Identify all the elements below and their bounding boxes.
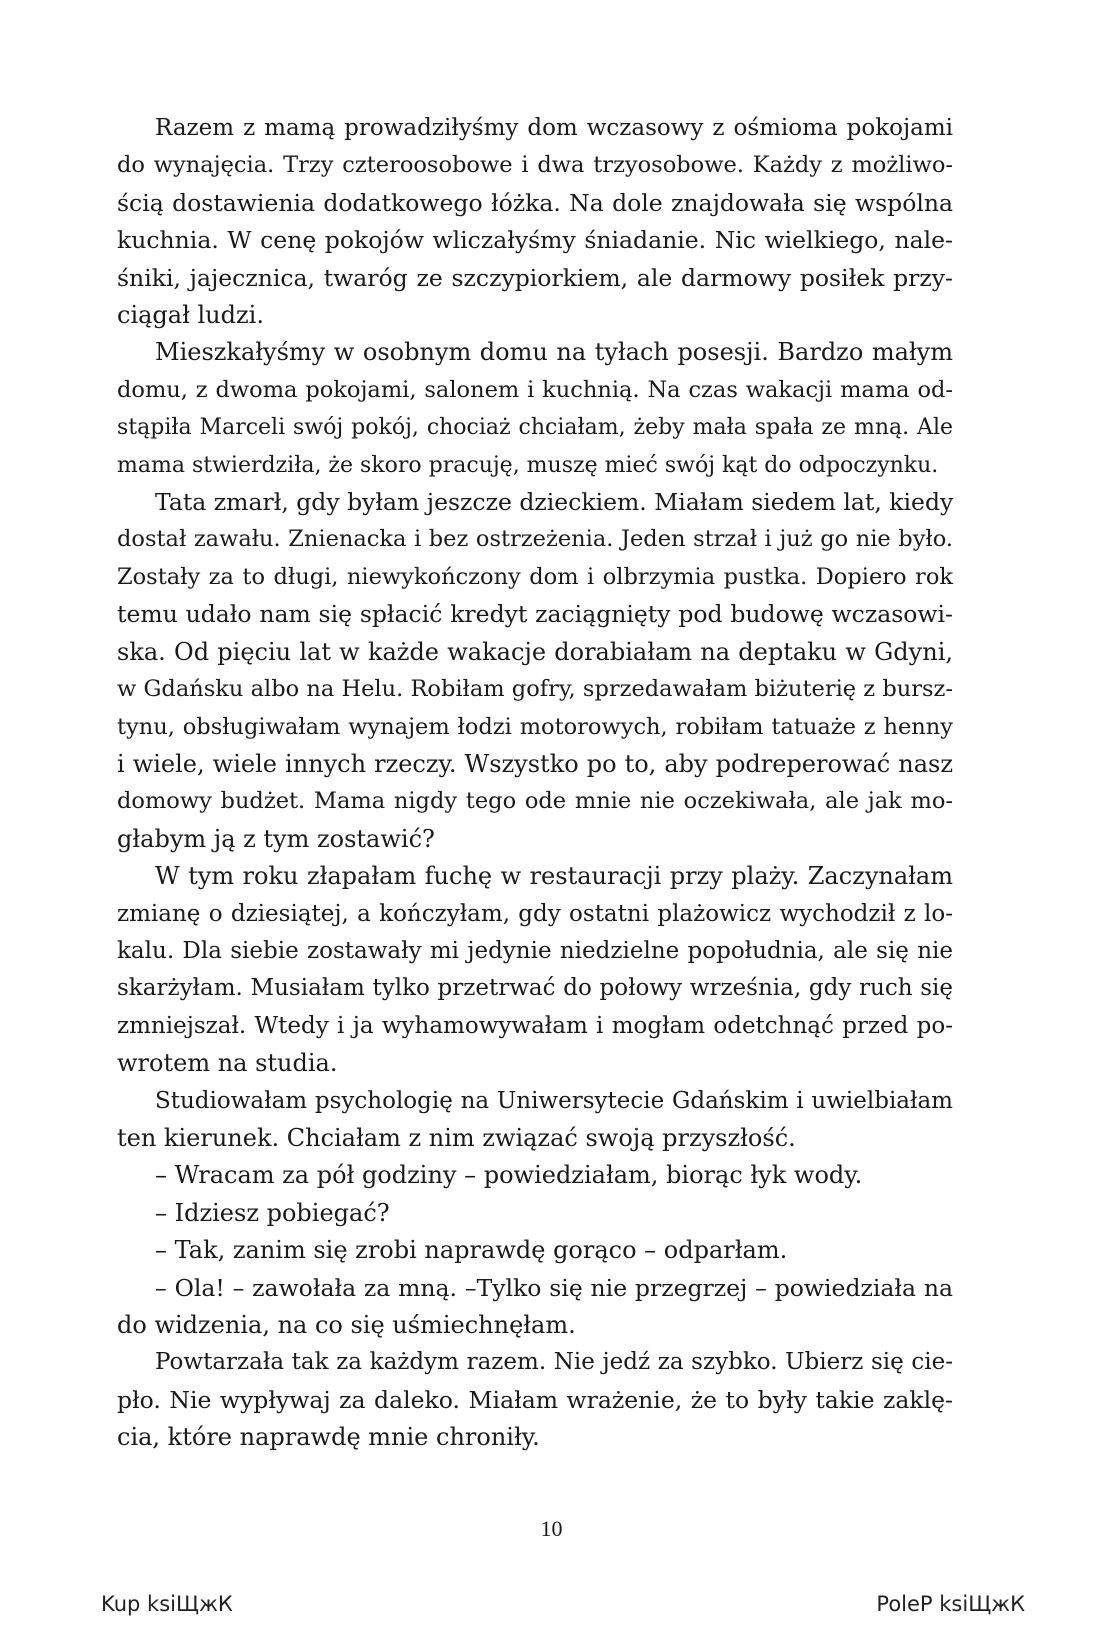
paragraph — [117, 484, 953, 858]
text-line: Mieszkałyśmy w osobnym domu na tyłach posesji. Bardzo małym — [155, 338, 953, 367]
page-number: 10 — [540, 1516, 563, 1541]
text-line: temu udało nam się spłacić kredyt zaciągnięty pod budowę wczasowi- — [117, 600, 953, 629]
text-line: kuchnia. W cenę pokojów wliczałyśmy śniadanie. Nic wielkiego, nale- — [117, 226, 953, 255]
text-line: – Wracam za pół godziny – powiedziałam, biorąc łyk wody. — [155, 1161, 863, 1190]
text-line: do wynajęcia. Trzy czteroosobowe i dwa trzyosobowe. Każdy z możliwo- — [117, 152, 953, 179]
text-line: stąpiła Marceli swój pokój, chociaż chciałam, żeby mała spała ze mną. Ale — [117, 415, 953, 441]
text-line: dostał zawału. Znienacka i bez ostrzeżenia. Jeden strzał i już go nie było. — [117, 526, 953, 553]
text-line: – Ola! – zawołała za mną. –Tylko się nie przegrzej – powiedziała na — [155, 1273, 953, 1302]
paragraph — [117, 858, 953, 1082]
paragraph — [117, 1083, 953, 1158]
text-line: zmianę o dziesiątej, a kończyłam, gdy ostatni plażowicz wychodził z lo- — [117, 900, 953, 927]
text-line: mama stwierdziła, że skoro pracuję, muszę mieć swój kąt do odpoczynku. — [117, 452, 939, 478]
footer-recommend-link[interactable]: PoleP ksiЩжК — [876, 1592, 1025, 1616]
text-line: Tata zmarł, gdy byłam jeszcze dzieckiem. Miałam siedem lat, kiedy — [155, 488, 954, 517]
text-line: tynu, obsługiwałam wynajem łodzi motorowych, robiłam tatuaże z henny — [117, 713, 953, 740]
text-line: i wiele, wiele innych rzeczy. Wszystko po to, aby podreperować nasz — [117, 749, 953, 778]
text-line: domowy budżet. Mama nigdy tego ode mnie nie oczekiwała, ale jak mo- — [117, 788, 953, 815]
text-line: głabym ją z tym zostawić? — [117, 824, 435, 853]
text-line: Studiowałam psychologię na Uniwersytecie Gdańskim i uwielbiałam — [155, 1087, 953, 1114]
body-text — [117, 110, 953, 1457]
text-line: Zostały za to długi, niewykończony dom i olbrzymia pustka. Dopiero rok — [117, 563, 953, 590]
paragraph — [117, 1195, 953, 1232]
paragraph — [117, 1157, 953, 1194]
text-line: W tym roku złapałam fuchę w restauracji przy plaży. Zaczynałam — [155, 862, 953, 891]
text-line: ska. Od pięciu lat w każde wakacje dorabiałam na deptaku w Gdyni, — [117, 637, 953, 666]
text-line: Powtarzała tak za każdym razem. Nie jedź za szybko. Ubierz się cie- — [155, 1349, 953, 1376]
text-line: w Gdańsku albo na Helu. Robiłam gofry, sprzedawałam biżuterię z bursz- — [117, 676, 953, 703]
text-line: ścią dostawienia dodatkowego łóżka. Na dole znajdowała się wspólna — [117, 188, 953, 217]
text-line: kalu. Dla siebie zostawały mi jedynie niedzielne popołudnia, ale się nie — [117, 937, 953, 964]
paragraph — [117, 1344, 953, 1456]
text-line: domu, z dwoma pokojami, salonem i kuchnią. Na czas wakacji mama od- — [117, 376, 953, 403]
text-line: ciągał ludzi. — [117, 301, 264, 330]
text-line: skarżyłam. Musiałam tylko przetrwać do połowy września, gdy ruch się — [117, 975, 953, 1002]
paragraph — [117, 334, 953, 484]
text-line: ten kierunek. Chciałam z nim związać swoją przyszłość. — [117, 1123, 796, 1152]
text-line: – Tak, zanim się zrobi naprawdę gorąco – odparłam. — [155, 1236, 788, 1265]
text-line: śniki, jajecznica, twaróg ze szczypiorkiem, ale darmowy posiłek przy- — [117, 263, 953, 292]
text-line: pło. Nie wypływaj za daleko. Miałam wrażenie, że to były takie zaklę- — [117, 1385, 953, 1414]
text-line: zmniejszał. Wtedy i ja wyhamowywałam i mogłam odetchnąć przed po- — [117, 1012, 953, 1039]
text-line: wrotem na studia. — [117, 1049, 338, 1078]
paragraph — [117, 1270, 953, 1345]
text-line: do widzenia, na co się uśmiechnęłam. — [117, 1311, 576, 1339]
footer-buy-link[interactable]: Kup ksiЩжК — [101, 1592, 233, 1616]
text-line: Razem z mamą prowadziłyśmy dom wczasowy z ośmioma pokojami — [155, 115, 953, 141]
text-line: cia, które naprawdę mnie chroniły. — [117, 1423, 540, 1452]
paragraph — [117, 1232, 953, 1269]
text-line: – Idziesz pobiegać? — [155, 1198, 390, 1227]
paragraph — [117, 110, 953, 334]
